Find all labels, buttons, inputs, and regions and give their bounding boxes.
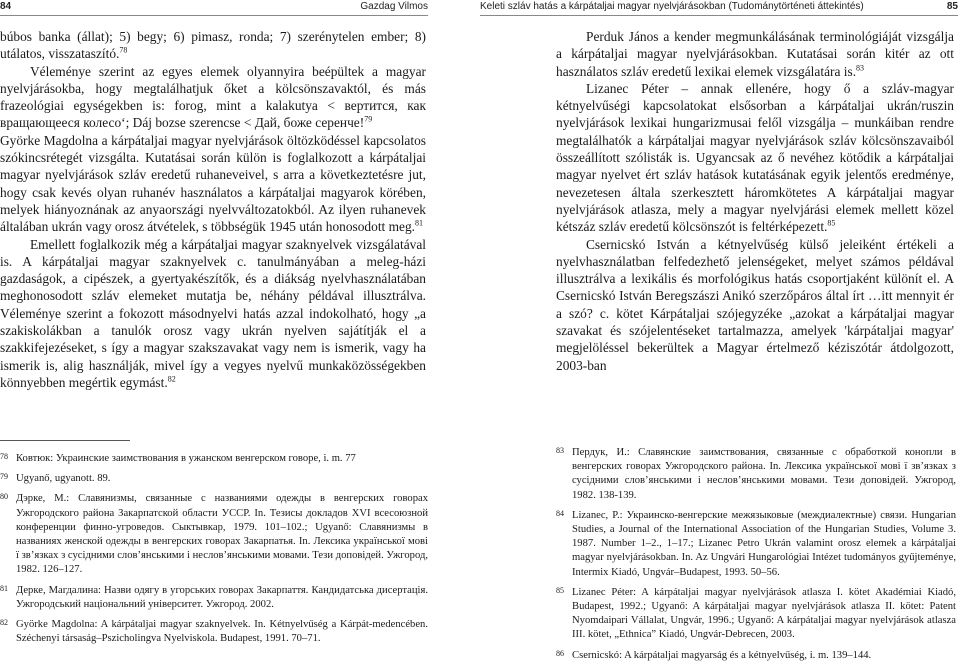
footnote: 83 Пердук, И.: Славянские заимствования, связанные с обработкой конопли в венгерских говорах Ужгородского района. In. Лексика української мові ї зв’язках з сусідними слов’янськими і неслов’янськими мовами. Тези доповідей. Ужгород, 1982. 138-139.: [556, 446, 956, 501]
footnote: 82 Györke Magdolna: A kárpátaljai magyar szaknyelvek. In. Kétnyelvűség a Kárpát-medencében. Széchenyi társaság–Pszicholingva Nyelviskola. Budapest, 1991. 70–71.: [0, 618, 428, 645]
footnote-ref[interactable]: 83: [856, 63, 865, 73]
page-number-right: 85: [946, 1, 958, 12]
paragraph: Csernicskó István a kétnyelvűség külső jeleiként értékeli a nyelvhasználatban felfedezhető jelenségeket, melyet számos példával illusztrálva a lexikális és morfológikus hatás csoportjaként különít el. A Csernicskó István Beregszászi Anikó szerzőpáros által írt …itt mennyit ér a szó? c. kötet Kárpátaljai szójegyzéke „azokat a kárpátaljai magyar szavakat és szójelentéseket tartalmazza, amelyek 'kárpátaljai magyar' megjelöléssel bekerültek a Magyar értelmező kéziszótár átdolgozott, 2003-ban: [556, 236, 954, 373]
left-body-text: [0, 28, 426, 391]
footnote: 78 Ковтюк: Украинские заимствования в ужанском венгерском говоре, i. m. 77: [0, 452, 356, 464]
footnote: 81 Дерке, Магдалина: Назви одягу в угорських говорах Закарпаття. Кандидатська дисертація. Ужгородський національний університет. Ужгород. 2002.: [0, 583, 428, 610]
paragraph: Lizanec Péter – annak ellenére, hogy ő a szláv-magyar kétnyelvűségi kapcsolatokat elsősorban a kárpátaljai ukrán/ruszin nyelvjárások lexikai hungarizmusai felől vizsgálja – munkáiban rendre megtalálhatók a kárpátaljai magyar nyelvjárások szláv kölcsönszavaiból összeállított szólisták is. Ugyancsak az ő nevéhez kötődik a kárpátaljai magyar nyelvet ért szláv hatások kutatásának egyik jelentős eredménye, nevezetesen általa szerkesztett háromkötetes A kárpátaljai magyar nyelvjárások atlasza, mely a magyar nyelvjárási elemek mellett közel kétszáz szláv eredetű kölcsönszót is feltérképezett.$^{85}$: [556, 80, 954, 235]
footnote-ref[interactable]: 78: [119, 45, 128, 55]
footnote: 80 Дэрке, М.: Славянизмы, связанные с названиями одежды в венгерских говорах Ужгородского района Закарпатской области УССР. In. Тезисы докладов XVI всесоюзной конференции финно-угроведов. Сыктывкар, 1979. 101–102.; Ugyanő: Славянизмы в названиях женской одежды в венгерских говорах Закарпатья. In. Лексика української мові ї зв’язках з сусідними слов’янськими і неслов’янськими мовами. Тези доповідей. Ужгород, 1982. 126–127.: [0, 492, 428, 576]
footnote-ref[interactable]: 82: [167, 374, 176, 384]
paragraph: Perduk János a kender megmunkálásának terminológiáját vizsgálja a kárpátaljai magyar nyelvjárásokban. Kutatásai során kitér az ott használatos szláv eredetű lexikai elemek vizsgálatára is.$^{83}$: [556, 29, 954, 79]
right-footnotes: [556, 444, 956, 661]
paragraph: Emellett foglalkozik még a kárpátaljai magyar szaknyelvek vizsgálatával is. A kárpátaljai magyar szaknyelvek c. tanulmányában a meleg-házi gazdaságok, a cipészek, a gyertyakészítők, és a diákság nyelvhasználatában meghonosodott szláv elemeket mutatja be, néhány példával illusztrálva. Véleménye szerint a fokozott másodnyelvi hatás azzal indokolható, hogy „a szakiskolákban a tanulók orosz vagy ukrán nyelven sajátítják el a szakkifejezéseket, s így a magyar szakszavakat vagy nem is ismerik, vagy ha ismerik is, alig használják, mivel így a vegyes nyelvű munkaközösségekben könnyebben megértik egymást.$^{82}$: [0, 236, 426, 390]
right-header: [480, 0, 958, 14]
page-number-left: 84: [0, 1, 12, 12]
running-head-right: Keleti szláv hatás a kárpátaljai magyar nyelvjárásokban (Tudománytörténeti áttekintés): [480, 1, 864, 12]
footnote: 79 Ugyanő, ugyanott. 89.: [0, 472, 111, 485]
footnote-ref[interactable]: 81: [415, 218, 424, 228]
footnote: 85 Lizanec Péter: A kárpátaljai magyar nyelvjárások atlasza I. kötet Akadémiai Kiadó, Budapest, 1992.; Ugyanő: A kárpátaljai magyar nyelvjárások atlasza II. kötet: Patent Nyomdaipari Vállalat, Ungvár, 1996.; Ugyanő: A kárpátaljai magyar nyelvjárások atlasza III. kötet, „Ethnica” Kiadó, Ungvár-Debrecen, 2003.: [556, 585, 956, 641]
header-rule-left: [0, 15, 428, 16]
paragraph: Györke Magdolna a kárpátaljai magyar nyelvjárások öltözködéssel kapcsolatos szókincsrétegét vizsgálta. Kutatásai során külön is foglalkozott a kárpátaljai magyar nyelvjárások szláv eredetű ruhaneveivel, s arra a következtetésre jut, hogy csak kevés olyan ruhanév használatos a kárpátaljai magyarok körében, melyek hiányoznának az anyaországi nyelvváltozatokból. Az ilyen ruhanevek általában ukrán vagy orosz átvételek, s többségük 1945 után honosodott meg.$^{81}$: [0, 132, 426, 235]
header-rule-right: [480, 15, 958, 16]
footnote: 84 Lizanec, P.: Украинско-венгерские межязыковые (междиалектные) связи. Hungarian Studies, a Journal of the International Association of the Hungarian Studies, Volume 3. 1987. Number 1–2., 1–17.; Lizanec Petro Ukrán valamint orosz elemek a kárpátaljai magyar nyelvjárásokban. In. Az Ungvári Hungarológiai Intézet tudományos gyűjteménye, Intermix Kiadó, Ungvár–Budapest, 1993. 50–56.: [556, 508, 956, 578]
paragraph: Véleménye szerint az egyes elemek olyannyira beépültek a magyar nyelvjárásokba, hogy megtalálhatjuk őket a kölcsönszavaktól, és más frazeológiai egységekben is: forog, mint a kalakutya < вертится, как вращающееся колесо‘; Dáj bozse szerencse < Дай, боже серенче!$^{79}$: [0, 63, 426, 131]
paragraph: búbos banka (állat); 5) begy; 6) pimasz, ronda; 7) szerénytelen ember; 8) utálatos, visszataszító.$^{78}$: [0, 29, 426, 62]
footnote-ref[interactable]: 85: [827, 218, 836, 228]
footnote: 86 Csernicskó: A kárpátaljai magyarság és a kétnyelvűség, i. m. 139–144.: [556, 648, 872, 661]
left-footnotes: [0, 450, 428, 650]
right-page: [480, 0, 960, 661]
right-body-text: [556, 28, 954, 374]
footnote-separator-left: [0, 440, 130, 441]
running-head-left: Gazdag Vilmos: [360, 1, 428, 12]
footnote-ref[interactable]: 79: [364, 115, 373, 125]
left-header: [0, 0, 428, 14]
